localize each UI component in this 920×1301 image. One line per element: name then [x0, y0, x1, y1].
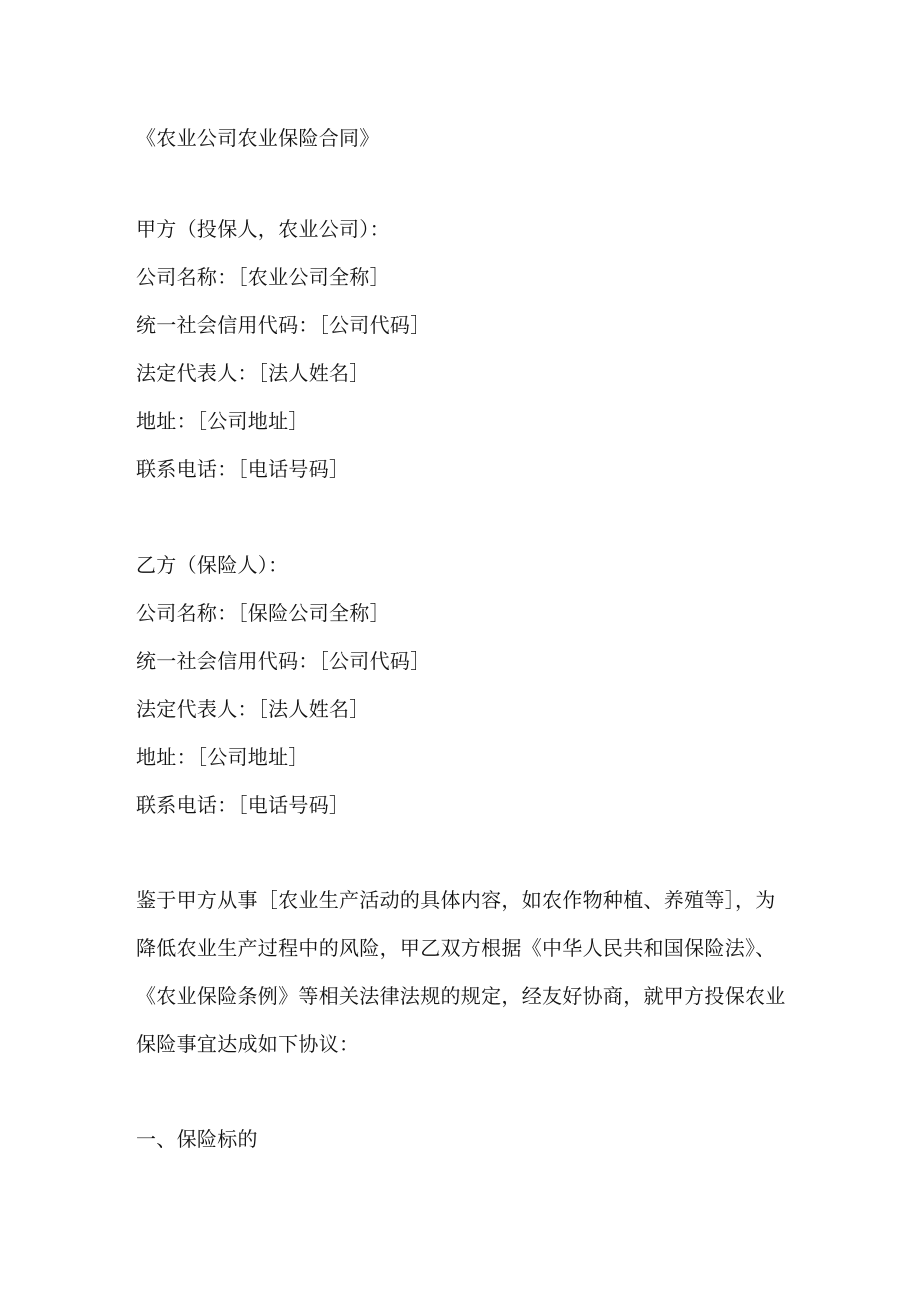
- preamble-line: 鉴于甲方从事［农业生产活动的具体内容，如农作物种植、养殖等］，为: [136, 888, 776, 912]
- preamble-line: 《农业保险条例》等相关法律法规的规定，经友好协商，就甲方投保农业: [136, 984, 786, 1008]
- party-b-company-name: 公司名称：［保险公司全称］: [136, 601, 390, 625]
- party-b-phone: 联系电话：［电话号码］: [136, 793, 350, 817]
- party-a-phone: 联系电话：［电话号码］: [136, 457, 350, 481]
- party-b-heading: 乙方（保险人）：: [136, 553, 289, 577]
- party-a-credit-code: 统一社会信用代码：［公司代码］: [136, 313, 431, 337]
- preamble-line: 降低农业生产过程中的风险，甲乙双方根据《中华人民共和国保险法》、: [136, 936, 776, 960]
- party-a-address: 地址：［公司地址］: [136, 409, 309, 433]
- section-1-heading: 一、保险标的: [136, 1127, 258, 1151]
- party-a-heading: 甲方（投保人，农业公司）：: [136, 217, 390, 241]
- party-b-legal-rep: 法定代表人：［法人姓名］: [136, 697, 370, 721]
- party-a-company-name: 公司名称：［农业公司全称］: [136, 265, 390, 289]
- document-title: 《农业公司农业保险合同》: [136, 126, 380, 150]
- party-a-legal-rep: 法定代表人：［法人姓名］: [136, 361, 370, 385]
- party-b-address: 地址：［公司地址］: [136, 745, 309, 769]
- party-b-credit-code: 统一社会信用代码：［公司代码］: [136, 649, 431, 673]
- preamble-line: 保险事宜达成如下协议：: [136, 1032, 360, 1056]
